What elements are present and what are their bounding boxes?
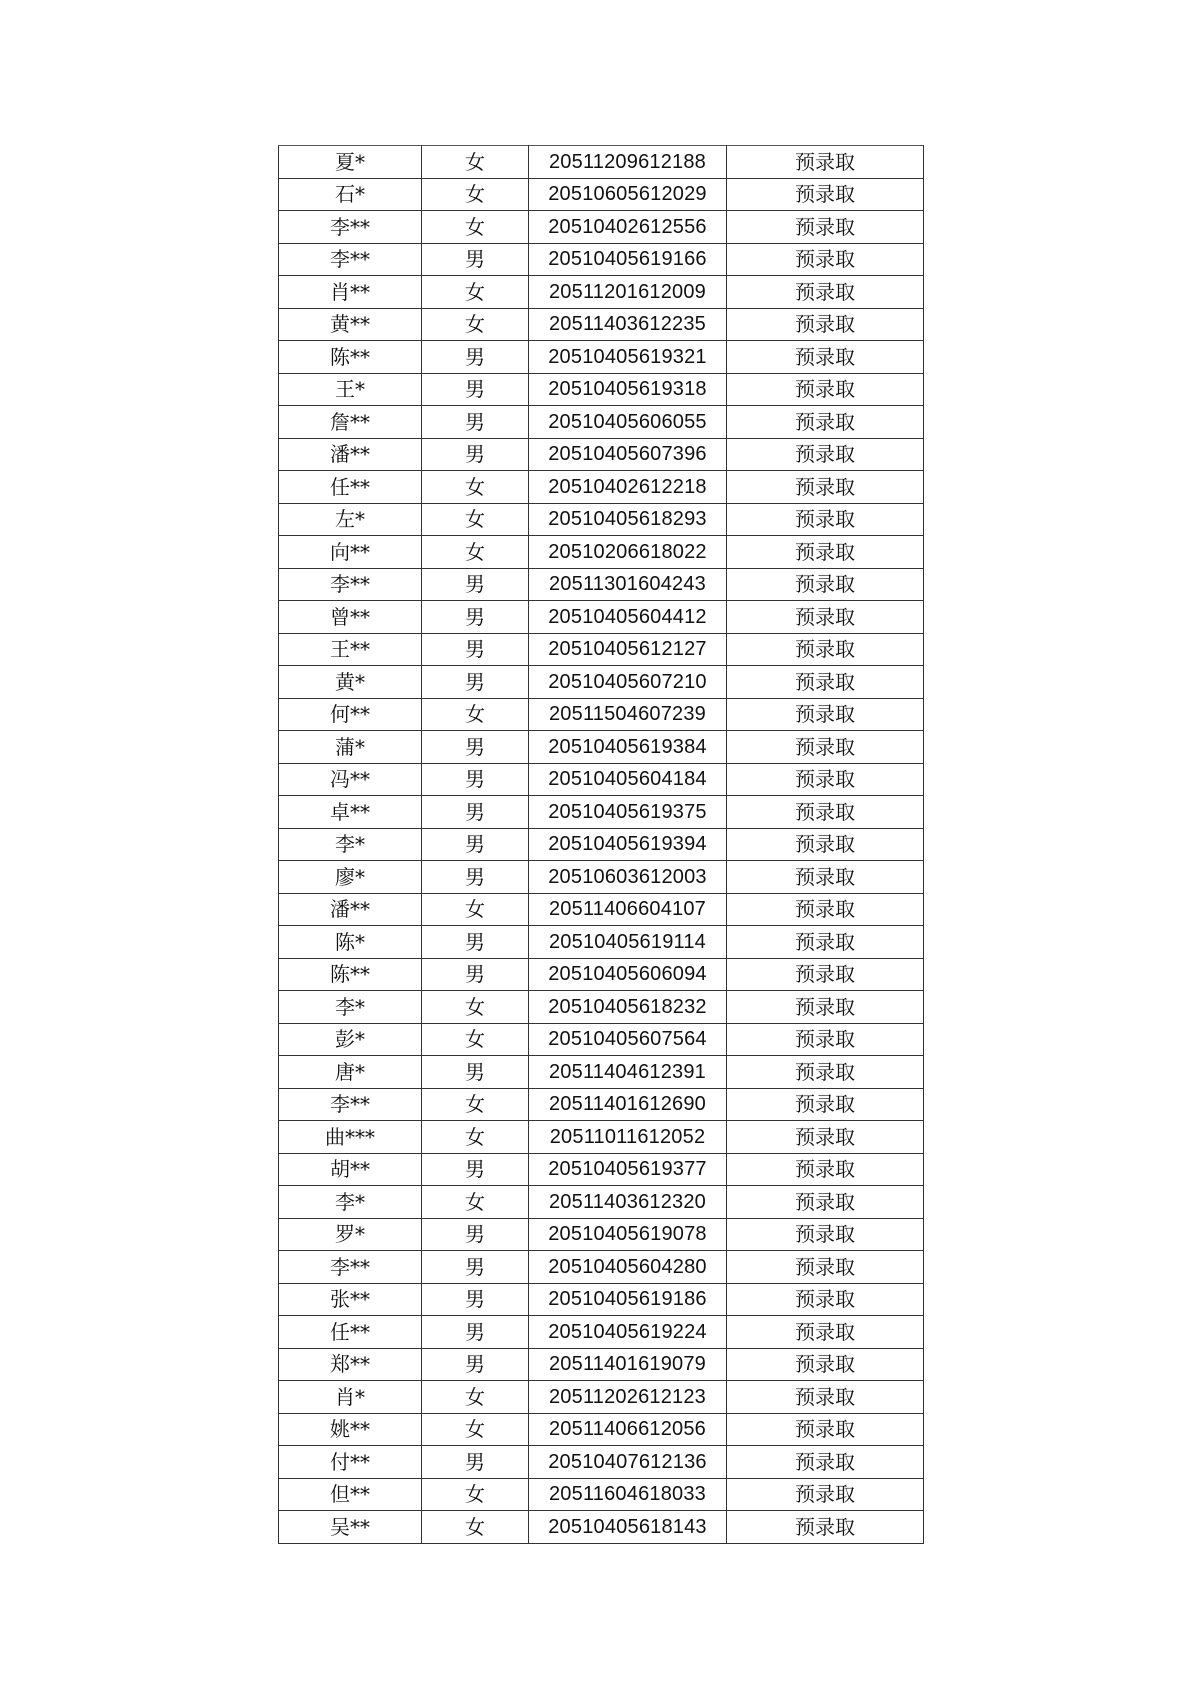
candidate-number-cell: 20511011612052 bbox=[529, 1121, 727, 1154]
candidate-number-cell: 20511401619079 bbox=[529, 1348, 727, 1381]
candidate-number-cell: 20510405606094 bbox=[529, 958, 727, 991]
student-name-cell: 何** bbox=[279, 698, 422, 731]
table-row bbox=[279, 796, 924, 829]
student-name-cell: 但** bbox=[279, 1478, 422, 1511]
candidate-number-cell: 20511401612690 bbox=[529, 1088, 727, 1121]
candidate-number-cell: 20511209612188 bbox=[529, 146, 727, 179]
table-row bbox=[279, 211, 924, 244]
table-row bbox=[279, 471, 924, 504]
admission-status-cell: 预录取 bbox=[727, 1413, 924, 1446]
table-row bbox=[279, 1088, 924, 1121]
student-name-cell: 曾** bbox=[279, 601, 422, 634]
candidate-number-cell: 20511406612056 bbox=[529, 1413, 727, 1446]
admission-list-body bbox=[279, 146, 924, 1544]
candidate-number-cell: 20510603612003 bbox=[529, 861, 727, 894]
admission-list-table bbox=[278, 145, 924, 1544]
student-name-cell: 唐* bbox=[279, 1056, 422, 1089]
candidate-number-cell: 20511404612391 bbox=[529, 1056, 727, 1089]
table-row bbox=[279, 991, 924, 1024]
student-name-cell: 任** bbox=[279, 1316, 422, 1349]
candidate-number-cell: 20510405619384 bbox=[529, 731, 727, 764]
student-name-cell: 向** bbox=[279, 536, 422, 569]
student-gender-cell: 女 bbox=[422, 1381, 529, 1414]
table-row bbox=[279, 1283, 924, 1316]
table-row bbox=[279, 1218, 924, 1251]
student-gender-cell: 女 bbox=[422, 146, 529, 179]
table-row bbox=[279, 828, 924, 861]
candidate-number-cell: 20511301604243 bbox=[529, 568, 727, 601]
table-row bbox=[279, 1511, 924, 1544]
table-row bbox=[279, 1316, 924, 1349]
student-name-cell: 曲*** bbox=[279, 1121, 422, 1154]
admission-status-cell: 预录取 bbox=[727, 1023, 924, 1056]
admission-status-cell: 预录取 bbox=[727, 536, 924, 569]
admission-status-cell: 预录取 bbox=[727, 1218, 924, 1251]
student-name-cell: 郑** bbox=[279, 1348, 422, 1381]
student-gender-cell: 男 bbox=[422, 763, 529, 796]
admission-status-cell: 预录取 bbox=[727, 1348, 924, 1381]
student-gender-cell: 女 bbox=[422, 276, 529, 309]
candidate-number-cell: 20510405604280 bbox=[529, 1251, 727, 1284]
table-row bbox=[279, 1251, 924, 1284]
student-gender-cell: 女 bbox=[422, 503, 529, 536]
student-gender-cell: 男 bbox=[422, 1348, 529, 1381]
student-name-cell: 黄** bbox=[279, 308, 422, 341]
student-name-cell: 李* bbox=[279, 828, 422, 861]
student-gender-cell: 女 bbox=[422, 536, 529, 569]
student-gender-cell: 男 bbox=[422, 373, 529, 406]
table-row bbox=[279, 698, 924, 731]
student-name-cell: 王** bbox=[279, 633, 422, 666]
table-row bbox=[279, 633, 924, 666]
admission-status-cell: 预录取 bbox=[727, 1251, 924, 1284]
candidate-number-cell: 20510402612218 bbox=[529, 471, 727, 504]
admission-status-cell: 预录取 bbox=[727, 796, 924, 829]
admission-status-cell: 预录取 bbox=[727, 926, 924, 959]
table-row bbox=[279, 926, 924, 959]
student-gender-cell: 女 bbox=[422, 991, 529, 1024]
student-gender-cell: 女 bbox=[422, 1511, 529, 1544]
admission-status-cell: 预录取 bbox=[727, 178, 924, 211]
candidate-number-cell: 20511201612009 bbox=[529, 276, 727, 309]
student-gender-cell: 女 bbox=[422, 308, 529, 341]
student-name-cell: 李* bbox=[279, 1186, 422, 1219]
admission-status-cell: 预录取 bbox=[727, 276, 924, 309]
table-row bbox=[279, 406, 924, 439]
admission-status-cell: 预录取 bbox=[727, 308, 924, 341]
student-name-cell: 左* bbox=[279, 503, 422, 536]
table-row bbox=[279, 1446, 924, 1479]
table-row bbox=[279, 438, 924, 471]
student-gender-cell: 男 bbox=[422, 1218, 529, 1251]
candidate-number-cell: 20510605612029 bbox=[529, 178, 727, 211]
table-row bbox=[279, 178, 924, 211]
admission-status-cell: 预录取 bbox=[727, 406, 924, 439]
candidate-number-cell: 20510405619375 bbox=[529, 796, 727, 829]
student-gender-cell: 男 bbox=[422, 406, 529, 439]
table-row bbox=[279, 1121, 924, 1154]
table-row bbox=[279, 1153, 924, 1186]
candidate-number-cell: 20510405619186 bbox=[529, 1283, 727, 1316]
admission-status-cell: 预录取 bbox=[727, 1511, 924, 1544]
candidate-number-cell: 20511406604107 bbox=[529, 893, 727, 926]
candidate-number-cell: 20510405619166 bbox=[529, 243, 727, 276]
student-name-cell: 潘** bbox=[279, 893, 422, 926]
student-gender-cell: 女 bbox=[422, 178, 529, 211]
table-row bbox=[279, 731, 924, 764]
admission-status-cell: 预录取 bbox=[727, 893, 924, 926]
student-name-cell: 胡** bbox=[279, 1153, 422, 1186]
student-gender-cell: 女 bbox=[422, 1088, 529, 1121]
table-row bbox=[279, 503, 924, 536]
student-gender-cell: 女 bbox=[422, 1186, 529, 1219]
student-gender-cell: 男 bbox=[422, 568, 529, 601]
student-name-cell: 任** bbox=[279, 471, 422, 504]
table-row bbox=[279, 1186, 924, 1219]
candidate-number-cell: 20510405606055 bbox=[529, 406, 727, 439]
table-row bbox=[279, 276, 924, 309]
student-gender-cell: 女 bbox=[422, 1121, 529, 1154]
admission-status-cell: 预录取 bbox=[727, 471, 924, 504]
student-name-cell: 卓** bbox=[279, 796, 422, 829]
student-gender-cell: 男 bbox=[422, 601, 529, 634]
candidate-number-cell: 20510405604412 bbox=[529, 601, 727, 634]
table-row bbox=[279, 1413, 924, 1446]
student-gender-cell: 男 bbox=[422, 926, 529, 959]
student-gender-cell: 男 bbox=[422, 958, 529, 991]
candidate-number-cell: 20510405619078 bbox=[529, 1218, 727, 1251]
student-gender-cell: 男 bbox=[422, 666, 529, 699]
student-gender-cell: 男 bbox=[422, 341, 529, 374]
admission-status-cell: 预录取 bbox=[727, 1088, 924, 1121]
admission-status-cell: 预录取 bbox=[727, 1056, 924, 1089]
student-name-cell: 李** bbox=[279, 1088, 422, 1121]
candidate-number-cell: 20510206618022 bbox=[529, 536, 727, 569]
table-row bbox=[279, 1023, 924, 1056]
student-name-cell: 詹** bbox=[279, 406, 422, 439]
table-row bbox=[279, 146, 924, 179]
table-row bbox=[279, 861, 924, 894]
table-row bbox=[279, 1478, 924, 1511]
student-gender-cell: 男 bbox=[422, 1316, 529, 1349]
candidate-number-cell: 20511403612235 bbox=[529, 308, 727, 341]
student-gender-cell: 女 bbox=[422, 211, 529, 244]
admission-status-cell: 预录取 bbox=[727, 958, 924, 991]
student-name-cell: 陈** bbox=[279, 958, 422, 991]
table-row bbox=[279, 568, 924, 601]
candidate-number-cell: 20510405619394 bbox=[529, 828, 727, 861]
table-row bbox=[279, 1348, 924, 1381]
student-name-cell: 肖* bbox=[279, 1381, 422, 1414]
student-gender-cell: 男 bbox=[422, 828, 529, 861]
candidate-number-cell: 20510405619224 bbox=[529, 1316, 727, 1349]
student-gender-cell: 男 bbox=[422, 1446, 529, 1479]
student-name-cell: 王* bbox=[279, 373, 422, 406]
admission-status-cell: 预录取 bbox=[727, 438, 924, 471]
student-name-cell: 姚** bbox=[279, 1413, 422, 1446]
admission-status-cell: 预录取 bbox=[727, 991, 924, 1024]
student-name-cell: 石* bbox=[279, 178, 422, 211]
candidate-number-cell: 20510405619321 bbox=[529, 341, 727, 374]
student-gender-cell: 女 bbox=[422, 893, 529, 926]
admission-status-cell: 预录取 bbox=[727, 698, 924, 731]
student-gender-cell: 男 bbox=[422, 1153, 529, 1186]
table-row bbox=[279, 308, 924, 341]
student-gender-cell: 女 bbox=[422, 471, 529, 504]
admission-status-cell: 预录取 bbox=[727, 1153, 924, 1186]
student-name-cell: 廖* bbox=[279, 861, 422, 894]
student-name-cell: 李** bbox=[279, 568, 422, 601]
admission-status-cell: 预录取 bbox=[727, 1283, 924, 1316]
student-gender-cell: 男 bbox=[422, 731, 529, 764]
candidate-number-cell: 20510405619114 bbox=[529, 926, 727, 959]
student-name-cell: 李** bbox=[279, 211, 422, 244]
table-row bbox=[279, 1056, 924, 1089]
student-gender-cell: 男 bbox=[422, 1283, 529, 1316]
table-row bbox=[279, 893, 924, 926]
student-name-cell: 陈* bbox=[279, 926, 422, 959]
admission-status-cell: 预录取 bbox=[727, 633, 924, 666]
candidate-number-cell: 20510405619318 bbox=[529, 373, 727, 406]
candidate-number-cell: 20510405604184 bbox=[529, 763, 727, 796]
student-name-cell: 吴** bbox=[279, 1511, 422, 1544]
admission-status-cell: 预录取 bbox=[727, 601, 924, 634]
student-name-cell: 夏* bbox=[279, 146, 422, 179]
student-gender-cell: 男 bbox=[422, 1251, 529, 1284]
student-name-cell: 张** bbox=[279, 1283, 422, 1316]
student-name-cell: 潘** bbox=[279, 438, 422, 471]
admission-status-cell: 预录取 bbox=[727, 861, 924, 894]
student-gender-cell: 男 bbox=[422, 861, 529, 894]
admission-status-cell: 预录取 bbox=[727, 146, 924, 179]
candidate-number-cell: 20510405607564 bbox=[529, 1023, 727, 1056]
student-name-cell: 蒲* bbox=[279, 731, 422, 764]
admission-status-cell: 预录取 bbox=[727, 1381, 924, 1414]
student-name-cell: 肖** bbox=[279, 276, 422, 309]
table-row bbox=[279, 373, 924, 406]
admission-status-cell: 预录取 bbox=[727, 666, 924, 699]
candidate-number-cell: 20511202612123 bbox=[529, 1381, 727, 1414]
candidate-number-cell: 20510405618143 bbox=[529, 1511, 727, 1544]
candidate-number-cell: 20510405619377 bbox=[529, 1153, 727, 1186]
student-gender-cell: 男 bbox=[422, 633, 529, 666]
candidate-number-cell: 20510405607396 bbox=[529, 438, 727, 471]
candidate-number-cell: 20510407612136 bbox=[529, 1446, 727, 1479]
student-name-cell: 黄* bbox=[279, 666, 422, 699]
student-name-cell: 陈** bbox=[279, 341, 422, 374]
table-row bbox=[279, 1381, 924, 1414]
student-gender-cell: 女 bbox=[422, 1478, 529, 1511]
student-name-cell: 李** bbox=[279, 243, 422, 276]
student-gender-cell: 女 bbox=[422, 1023, 529, 1056]
admission-status-cell: 预录取 bbox=[727, 1186, 924, 1219]
student-name-cell: 彭* bbox=[279, 1023, 422, 1056]
admission-status-cell: 预录取 bbox=[727, 1446, 924, 1479]
student-name-cell: 李* bbox=[279, 991, 422, 1024]
table-row bbox=[279, 243, 924, 276]
student-gender-cell: 女 bbox=[422, 1413, 529, 1446]
student-gender-cell: 男 bbox=[422, 796, 529, 829]
student-name-cell: 李** bbox=[279, 1251, 422, 1284]
admission-status-cell: 预录取 bbox=[727, 211, 924, 244]
candidate-number-cell: 20511504607239 bbox=[529, 698, 727, 731]
admission-status-cell: 预录取 bbox=[727, 373, 924, 406]
table-row bbox=[279, 958, 924, 991]
student-gender-cell: 男 bbox=[422, 1056, 529, 1089]
admission-status-cell: 预录取 bbox=[727, 341, 924, 374]
student-name-cell: 冯** bbox=[279, 763, 422, 796]
candidate-number-cell: 20510402612556 bbox=[529, 211, 727, 244]
candidate-number-cell: 20510405607210 bbox=[529, 666, 727, 699]
student-gender-cell: 男 bbox=[422, 438, 529, 471]
candidate-number-cell: 20511403612320 bbox=[529, 1186, 727, 1219]
candidate-number-cell: 20510405618293 bbox=[529, 503, 727, 536]
table-row bbox=[279, 536, 924, 569]
student-gender-cell: 女 bbox=[422, 698, 529, 731]
admission-status-cell: 预录取 bbox=[727, 731, 924, 764]
admission-status-cell: 预录取 bbox=[727, 1121, 924, 1154]
student-name-cell: 罗* bbox=[279, 1218, 422, 1251]
candidate-number-cell: 20510405612127 bbox=[529, 633, 727, 666]
admission-status-cell: 预录取 bbox=[727, 763, 924, 796]
admission-status-cell: 预录取 bbox=[727, 1478, 924, 1511]
table-row bbox=[279, 341, 924, 374]
table-row bbox=[279, 763, 924, 796]
admission-status-cell: 预录取 bbox=[727, 568, 924, 601]
candidate-number-cell: 20511604618033 bbox=[529, 1478, 727, 1511]
admission-status-cell: 预录取 bbox=[727, 503, 924, 536]
candidate-number-cell: 20510405618232 bbox=[529, 991, 727, 1024]
admission-status-cell: 预录取 bbox=[727, 243, 924, 276]
student-name-cell: 付** bbox=[279, 1446, 422, 1479]
admission-status-cell: 预录取 bbox=[727, 828, 924, 861]
table-row bbox=[279, 601, 924, 634]
table-row bbox=[279, 666, 924, 699]
student-gender-cell: 男 bbox=[422, 243, 529, 276]
admission-status-cell: 预录取 bbox=[727, 1316, 924, 1349]
